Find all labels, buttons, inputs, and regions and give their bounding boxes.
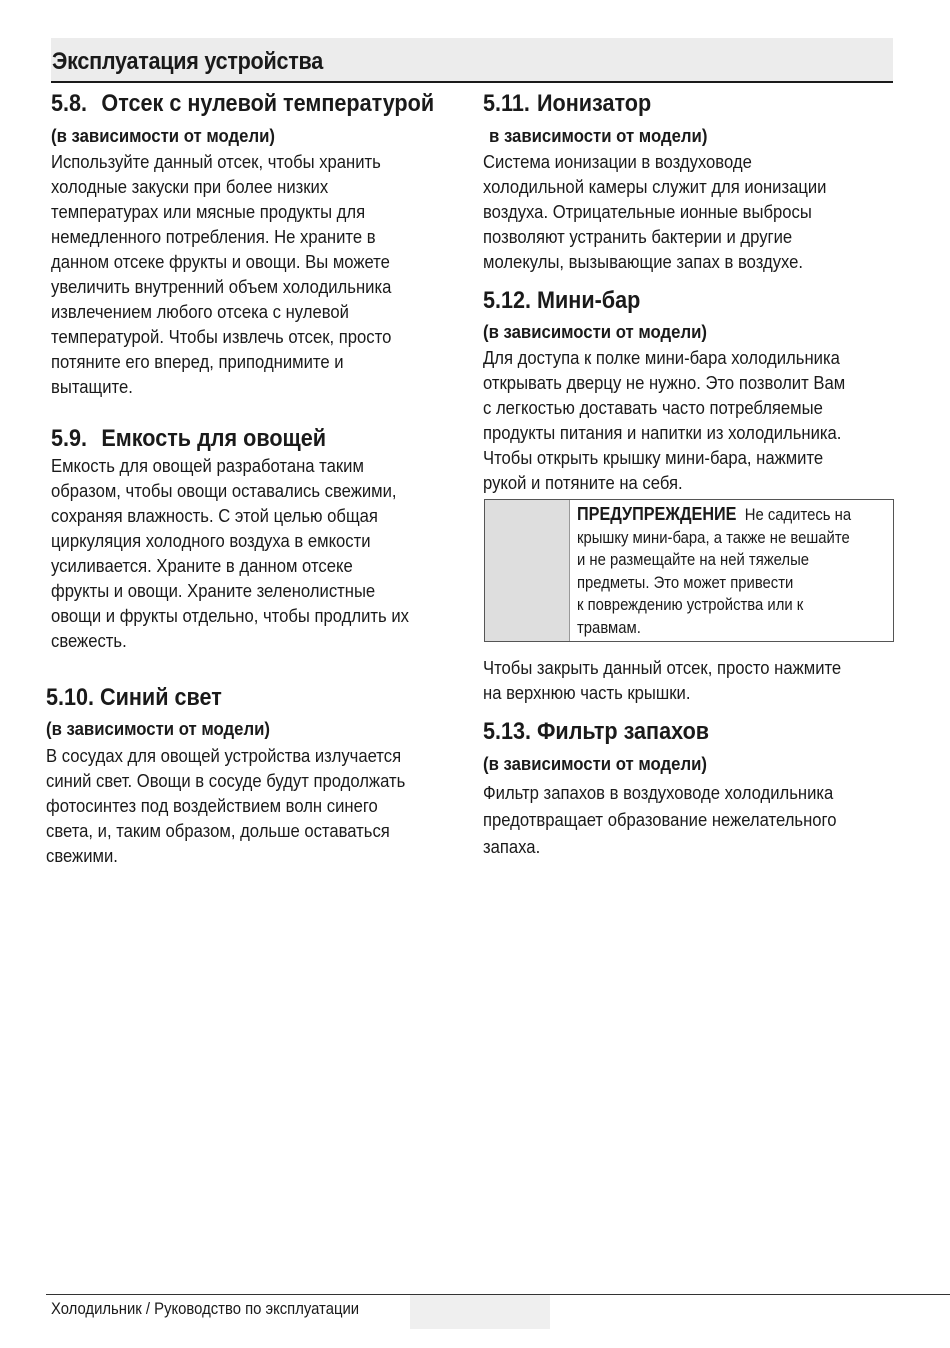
text-line: предотвращает образование нежелательного [483, 809, 837, 830]
text-line: фотосинтез под воздействием волн синего [46, 795, 378, 816]
footer-text: Холодильник / Руководство по эксплуатации [51, 1300, 360, 1318]
text-line: открывать дверцу не нужно. Это позволит Вам [483, 372, 846, 393]
text-line: свежесть. [51, 630, 127, 651]
text-line: с легкостью доставать часто потребляемые [483, 397, 823, 418]
section-5-8-body [51, 149, 391, 399]
section-5-10-body [46, 743, 405, 868]
text-line: травмам. [577, 618, 641, 637]
text-line: и не размещайте на ней тяжелые [577, 551, 810, 570]
page-header [51, 38, 893, 83]
section-number: 5.11. [483, 90, 530, 117]
text-line: к повреждению устройства или к [577, 596, 804, 615]
section-title: Мини-бар [537, 287, 641, 314]
section-number: 5.10. [46, 684, 95, 711]
text-line: овощи и фрукты отдельно, чтобы продлить их [51, 605, 409, 626]
section-5-10-heading [46, 684, 222, 712]
page-title: Эксплуатация устройства [52, 48, 324, 75]
text-line: света, и, таким образом, дольше оставаться [46, 820, 390, 841]
section-5-10-subtitle: (в зависимости от модели) [46, 719, 270, 739]
section-5-12-subtitle: (в зависимости от модели) [483, 322, 707, 342]
section-number: 5.8. [51, 90, 88, 117]
text-line: свежими. [46, 845, 118, 866]
text-line: предметы. Это может привести [577, 573, 794, 592]
text-line: немедленного потребления. Не храните в [51, 226, 376, 247]
text-line: извлечением любого отсека с нулевой [51, 301, 349, 322]
text-line: рукой и потяните на себя. [483, 472, 683, 493]
text-line: образом, чтобы овощи оставались свежими, [51, 480, 397, 501]
text-line: Система ионизации в воздуховоде [483, 151, 752, 172]
text-line: Чтобы открыть крышку мини-бара, нажмите [483, 447, 824, 468]
text-line: крышку мини-бара, а также не вешайте [577, 528, 850, 547]
section-5-9-body [51, 453, 409, 653]
section-5-13-heading [483, 718, 709, 746]
section-title: Ионизатор [537, 90, 652, 117]
warning-text [577, 503, 851, 640]
text-line: воздуха. Отрицательные ионные выбросы [483, 201, 812, 222]
section-5-12-heading [483, 287, 640, 315]
text-line: Для доступа к полке мини-бара холодильника [483, 347, 840, 368]
section-5-11-body [483, 149, 826, 274]
section-title: Отсек с нулевой температурой [101, 90, 435, 117]
text-line: Емкость для овощей разработана таким [51, 455, 364, 476]
section-5-8-subtitle: (в зависимости от модели) [51, 126, 275, 146]
section-5-8-heading [51, 90, 434, 118]
text-line: синий свет. Овощи в сосуде будут продолжать [46, 770, 406, 791]
text-line: вытащите. [51, 376, 133, 397]
text-line: молекулы, вызывающие запах в воздухе. [483, 251, 804, 272]
text-line: холодильной камеры служит для ионизации [483, 176, 827, 197]
section-title: Фильтр запахов [537, 718, 710, 745]
text-line: усиливается. Храните в данном отсеке [51, 555, 353, 576]
text-line: В сосудах для овощей устройства излучается [46, 745, 402, 766]
section-5-11-subtitle: в зависимости от модели) [489, 126, 708, 146]
text-line: позволяют устранить бактерии и другие [483, 226, 793, 247]
page-number-box [410, 1295, 550, 1329]
warning-box [484, 499, 894, 642]
text-line: Фильтр запахов в воздуховоде холодильника [483, 782, 834, 803]
section-5-11-heading [483, 90, 651, 118]
text-line: циркуляция холодного воздуха в емкости [51, 530, 371, 551]
warning-label: ПРЕДУПРЕЖДЕНИЕ [577, 504, 737, 524]
warning-icon-area [485, 500, 570, 641]
section-title: Емкость для овощей [101, 425, 327, 452]
text-line: Не садитесь на [744, 506, 852, 524]
text-line: сохраняя влажность. С этой целью общая [51, 505, 378, 526]
section-5-12-after [483, 655, 841, 705]
text-line: продукты питания и напитки из холодильника. [483, 422, 842, 443]
text-line: запаха. [483, 836, 541, 857]
text-line: холодные закуски при более низких [51, 176, 329, 197]
section-number: 5.9. [51, 425, 88, 452]
section-title: Синий свет [100, 684, 222, 711]
text-line: Используйте данный отсек, чтобы хранить [51, 151, 381, 172]
text-line: температурах или мясные продукты для [51, 201, 366, 222]
text-line: Чтобы закрыть данный отсек, просто нажмите [483, 657, 842, 678]
section-number: 5.13. [483, 718, 532, 745]
section-5-12-body [483, 345, 845, 495]
section-5-13-subtitle: (в зависимости от модели) [483, 754, 707, 774]
text-line: температурой. Чтобы извлечь отсек, просто [51, 326, 392, 347]
text-line: потяните его вперед, приподнимите и [51, 351, 344, 372]
section-5-9-heading [51, 425, 326, 453]
section-5-13-body [483, 779, 837, 860]
text-line: увеличить внутренний объем холодильника [51, 276, 392, 297]
section-number: 5.12. [483, 287, 532, 314]
text-line: фрукты и овощи. Храните зеленолистные [51, 580, 376, 601]
text-line: на верхнюю часть крышки. [483, 682, 691, 703]
text-line: данном отсеке фрукты и овощи. Вы можете [51, 251, 390, 272]
